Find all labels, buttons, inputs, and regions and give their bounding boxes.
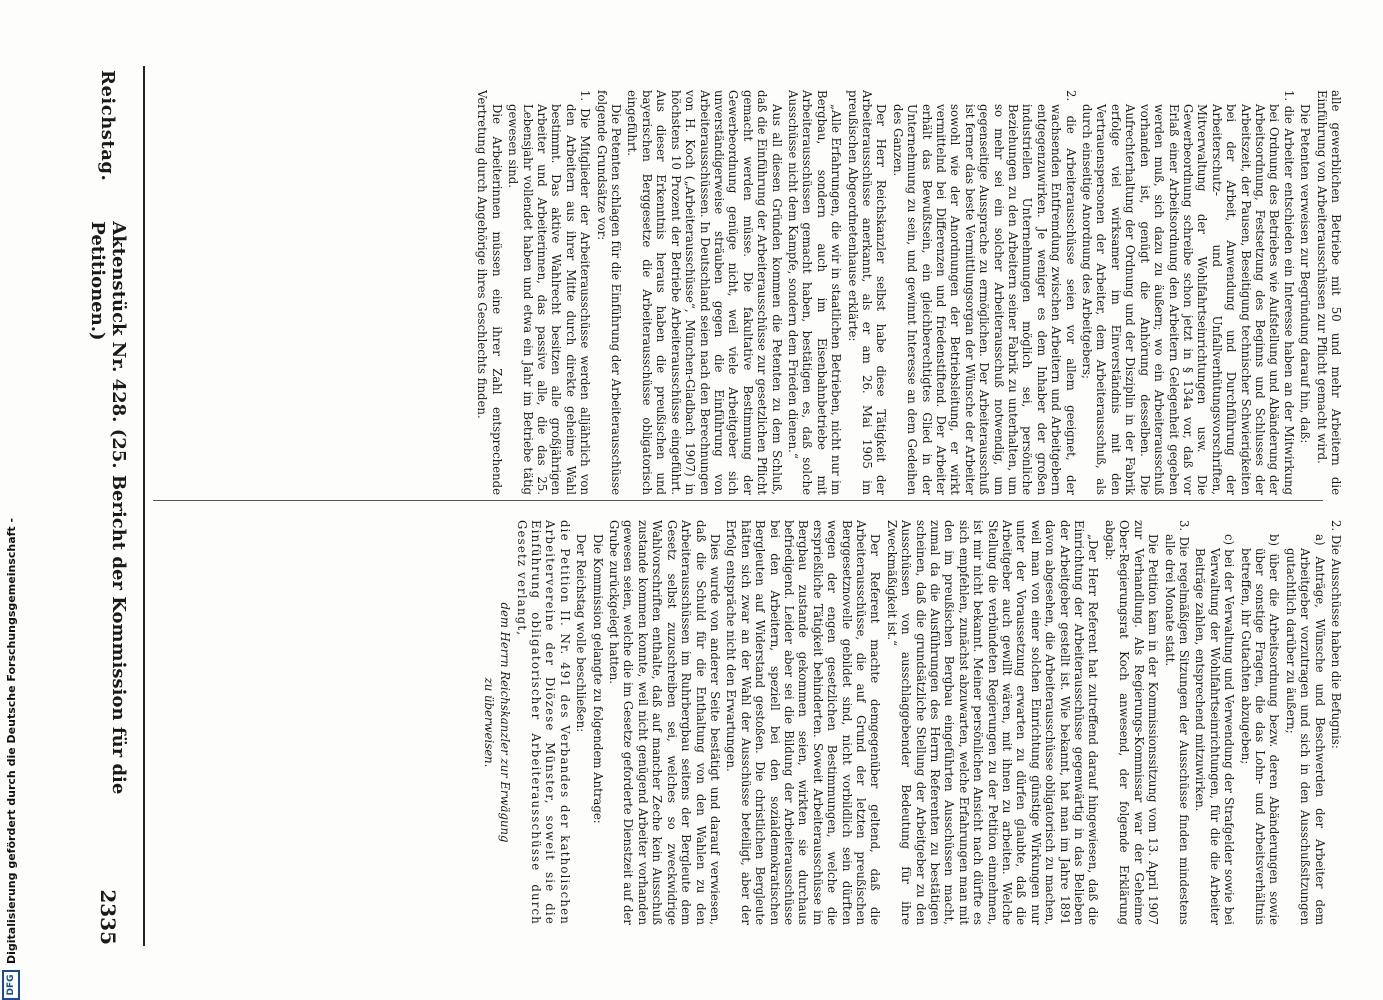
page-number: 2335 bbox=[96, 889, 120, 945]
left-column bbox=[153, 90, 1343, 495]
paragraph: 1. Die Mitglieder der Arbeiterausschüsse werden alljährlich von den Arbeitern aus ihrer Mitte durch direkte geheime Wahl bestimmt. Das aktive Wahlrecht besitzen alle großjährigen Arbeiter und Arbeiterinnen, das passive alle, die das 25. Lebensjahr vollendet haben und etwa ein Jahr im Betriebe tätig gewesen sind. bbox=[506, 90, 593, 495]
paragraph: a) Anträge, Wünsche und Beschwerden der Arbeiter dem Arbeitgeber vorzutragen und sich in den Ausschußsitzungen gutachtlich darüber zu äußern; bbox=[1283, 534, 1327, 925]
right-column bbox=[153, 520, 1343, 925]
paragraph: c) bei der Verwaltung und Verwendung der Strafgelder sowie bei Verwaltung der Wohlfahrtseinrichtungen, für die die Arbeiter Beiträge zahlen, entsprechend mitzuwirken. bbox=[1193, 534, 1237, 925]
header-rule bbox=[143, 66, 145, 946]
paragraph: Die Arbeiterinnen müssen eine ihrer Zahl entsprechende Vertretung durch Angehörige ihres Geschlechts finden. bbox=[475, 90, 504, 495]
page-header bbox=[88, 70, 128, 945]
paragraph: „Der Herr Referent hat zutreffend darauf hingewiesen, daß die Einrichtung der Arbeiterausschüsse gegenwärtig in das Belieben der Arbeitgeber gestellt ist. Wie bekannt, hat man im Jahre 1891 davon abgesehen, die Arbeiterausschüsse obligatorisch zu machen, weil man von einer solchen Einrichtung günstige Wirkungen nur unter der Voraussetzung erwarten zu dürfen glaubte, daß die Arbeitgeber auch gewillt wären, mit ihnen zu arbeiten. Welche Stellung die verbündeten Regierungen zu der Petition einnehmen, ist mir nicht bekannt. Meiner persönlichen Ansicht nach dürfte es sich empfehlen, zunächst abzuwarten, welche Erfahrungen man mit den im preußischen Bergbau eingeführten Ausschüssen macht, zumal da die Ausführungen des Herrn Referenten zu bestätigen scheinen, daß die grundsätzliche Stellung der Arbeitgeber zu den Ausschüssen von ausschlaggebender Bedeutung für ihre Zweckmäßigkeit ist.“ bbox=[884, 520, 1101, 925]
column-divider bbox=[153, 500, 1323, 501]
paragraph: 2. Die Ausschüsse haben die Befugnis: bbox=[1329, 520, 1343, 749]
paragraph: Der Referent machte demgegenüber geltend, daß die Arbeiterausschüsse, die auf Grund der letzten preußischen Berggesetznovelle gebildet sind, nicht vorbildlich sein dürften wegen der engen gesetzlichen Bestimmungen, welche die ersprießliche Tätigkeit behinderten. Soweit Arbeiterausschüsse im Bergbau zustande gekommen seien, wirkten sie durchaus befriedigend. Leider aber sei die Bildung der Arbeiterausschüsse bei den Arbeitern, speziell bei den sozialdemokratischen Bergleuten auf Widerstand gestoßen. Die christlichen Bergleute hätten sich zwar an der Wahl der Ausschüsse beteiligt, aber der Erfolg entspräche nicht den Erwartungen. bbox=[724, 520, 883, 925]
paragraph: 1. die Arbeiter entschieden ein Interesse haben an der Mitwirkung bei Ordnung des Betriebes wie Aufstellung und Abänderung der Arbeitsordnung, Festsetzung des Beginns und Schlusses der Arbeitszeit, der Pausen, Beseitigung technischer Schwierigkeiten bei der Arbeit, Anwendung und Durchführung der Arbeiterschutz- und Unfallverhütungsvorschriften, Mitverwaltung der Wohlfahrtseinrichtungen usw. Die Gewerbeordnung schreibe schon jetzt in § 134a vor, daß vor Erlaß einer Arbeitsordnung den Arbeitern Gelegenheit gegeben werden muß, sich dazu zu äußern; wo ein Arbeiterausschuß vorhanden ist, genügt die Anhörung desselben. Die Aufrechterhaltung der Ordnung und der Disziplin in der Fabrik erfolge viel wirksamer im Einverständnis mit den Vertrauenspersonen der Arbeiter, dem Arbeiterausschuß, als durch einseitige Anordnung des Arbeitgebers; bbox=[1080, 90, 1296, 495]
paragraph: dem Herrn Reichskanzler zur Erwägung bbox=[498, 602, 513, 843]
paragraph: Die Petenten schlagen für die Einführung der Arbeiterausschüsse folgende Grundsätze vor: bbox=[594, 90, 624, 495]
paragraph: Die Petition kam in der Kommissionssitzung vom 13. April 1907 zur Verhandlung. Als Regierungs-Kommissar war der Geheime Ober-Regierungsrat Koch anwesend, der folgende Erklärung abgab: bbox=[1102, 520, 1161, 925]
paragraph: Die Kommission gelangte zu folgendem Antrage: bbox=[590, 534, 605, 824]
header-chamber: Reichstag. bbox=[97, 70, 119, 182]
paragraph: die Petition II. Nr. 491 des Verbandes der katholischen Arbeitervereine der Diözese Münster, soweit sie die Einführung obligatorischer Arbeiterausschüsse durch Gesetz verlangt, bbox=[514, 520, 572, 925]
paragraph: Dies wurde von anderer Seite bestätigt und darauf verwiesen, daß die Schuld für die Enthaltung von den Wahlen zu den Arbeiterausschüssen im Ruhrbergbau seitens der Bergleute dem Gesetz selbst zuzuschreiben sei, welches so zweckwidrige Wahlvorschriften enthalte, daß auf mancher Zeche kein Ausschuß zustande kommen konnte, weil nicht genügend Arbeiter vorhanden gewesen seien, welche die im Gesetze geforderte Dienstzeit auf der Grube zurückgelegt hatten. bbox=[607, 520, 722, 925]
funding-footer bbox=[2, 0, 20, 1000]
paragraph: Die Petenten verweisen zur Begründung darauf hin, daß: bbox=[1298, 104, 1313, 444]
header-document-title: Aktenstück Nr. 428. (25. Bericht der Kommission für die Petitionen.) bbox=[87, 221, 129, 795]
paragraph: Der Reichstag wolle beschließen: bbox=[574, 534, 589, 733]
paragraph: Aus all diesen Gründen kommen die Petenten zu dem Schluß, daß die Einführung der Arbeiterausschüsse zur gesetzlichen Pflicht gemacht werden müsse. Die fakultative Bestimmung der Gewerbeordnung genüge nicht, weil viele Arbeitgeber sich unverständigerweise sträuben gegen die Einführung von Arbeiterausschüssen. In Deutschland seien nach den Berechnungen von H. Koch („Arbeiterausschüsse“, München-Gladbach 1907) in höchstens 10 Prozent der Betriebe Arbeiterausschüsse eingeführt. Aus dieser Erkenntnis heraus haben die preußischen und bayerischen Berggesetze die Arbeiterausschüsse obligatorisch eingeführt. bbox=[625, 90, 784, 495]
paragraph: 2. die Arbeiterausschüsse seien vor allem geeignet, der wachsenden Entfremdung zwischen Arbeitern und Arbeitgebern entgegenzuwirken. Je weniger es dem Inhaber der großen industriellen Unternehmungen möglich sei, persönliche Beziehungen zu den Arbeitern seiner Fabrik zu unterhalten, um so mehr sei ein solcher Arbeiterausschuß notwendig, um gegenseitige Aussprache zu ermöglichen. Der Arbeiterausschuß ist ferner das beste Vermittlungsorgan der Wünsche der Arbeiter sowohl wie der Anordnungen der Betriebsleitung, er wirkt vermittelnd bei Differenzen und friedenstiftend. Der Arbeiter erhält das Bewußtsein, ein gleichberechtigtes Glied in der Unternehmung zu sein, und gewinnt Interesse an dem Gedeihen des Ganzen. bbox=[890, 90, 1078, 495]
funding-note: Digitalisierung gefördert durch die Deutsche Forschungsgemeinschaft - bbox=[4, 517, 18, 964]
paragraph: b) über die Arbeitsordnung bezw. deren Abänderungen sowie über sonstige Fragen, die das Lohn- und Arbeitsverhältnis betreffen, ihr Gutachten abzugeben; bbox=[1238, 534, 1282, 925]
paragraph: Der Herr Reichskanzler selbst habe diese Tätigkeit der Arbeiterausschüsse anerkannt, als er am 26. Mai 1905 im preußischen Abgeordnetenhause erklärte: bbox=[845, 90, 889, 495]
paragraph: alle gewerblichen Betriebe mit 50 und mehr Arbeitern die Einführung von Arbeiterausschüssen zur Pflicht gemacht wird. bbox=[1314, 90, 1343, 495]
paragraph: „Alle Erfahrungen, die wir in staatlichen Betrieben, nicht nur im Bergbau, sondern auch im Eisenbahnbetriebe mit Arbeiterausschüssen gemacht haben, bestätigen es, daß solche Ausschüsse nicht dem Kampfe, sondern dem Frieden dienen.“ bbox=[785, 90, 844, 495]
dfg-logo: DFG bbox=[2, 970, 20, 1000]
paragraph: 3. Die regelmäßigen Sitzungen der Ausschüsse finden mindestens alle drei Monate statt. bbox=[1162, 520, 1191, 925]
paragraph: zu überweisen. bbox=[481, 677, 496, 768]
